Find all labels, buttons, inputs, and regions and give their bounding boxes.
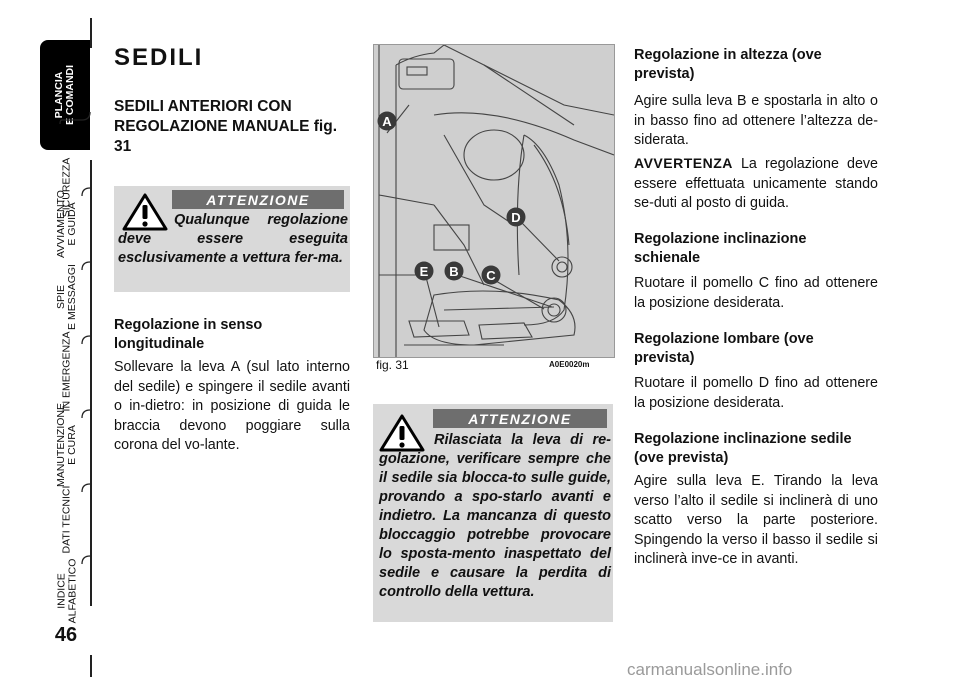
warning-box-1 (114, 186, 350, 292)
callout-b-label: B (449, 264, 459, 279)
tab-sicurezza[interactable]: SICUREZZA (60, 157, 73, 217)
chapter-sidebar (0, 0, 110, 692)
paragraph-inclinazione-sedile: Agire sulla leva E. Tirando la leva verso l’alto il sedile si inclinerà di uno scatto verso la parte posteriore. Spingendo la verso il basso il sedile si inclinerà inve-ce in avanti. (634, 473, 878, 567)
tab-plancia-e-comandi[interactable]: PLANCIA E COMANDI (40, 40, 90, 150)
tab-separator (60, 112, 90, 124)
tab-separator (82, 336, 90, 344)
subheading-longitudinale: Regolazione in senso longitudinale (114, 317, 263, 352)
subheading-altezza: Regolazione in altezza (ove prevista) (634, 47, 822, 82)
figure-code: A0E0020m (549, 360, 590, 369)
tab-manutenzione-e-cura[interactable]: MANUTENZIONE E CURA (55, 403, 78, 487)
paragraph-avvertenza: AVVERTENZA La regolazione deve essere effettuata unicamente stando se-duti al posto di guida. (634, 155, 878, 211)
warning-box-2 (373, 404, 613, 622)
seat-illustration (374, 45, 614, 357)
tab-separator (82, 484, 90, 492)
page-title: SEDILI (114, 44, 204, 71)
callout-c-label: C (486, 268, 496, 283)
subheading-schienale: Regolazione inclinazione schienale (634, 231, 807, 266)
paragraph-altezza: Agire sulla leva B e spostarla in alto o in basso fino ad ottenere l’altezza de-siderata. (634, 93, 878, 148)
figure-caption: fig. 31 (376, 358, 409, 372)
warning-text: Qualunque regolazione deve essere eseguita esclusivamente a vettura fer-ma. (118, 212, 348, 266)
tab-spie-e-messaggi[interactable]: SPIE E MESSAGGI (55, 264, 78, 330)
tab-separator (82, 188, 90, 196)
subheading-inclinazione-sedile: Regolazione inclinazione sedile (ove prevista) (634, 431, 852, 466)
tab-separators (0, 0, 110, 692)
subheading-lombare: Regolazione lombare (ove prevista) (634, 331, 814, 366)
warning-text: Rilasciata la leva di re-golazione, verificare sempre che il sedile sia blocca-to sulle guide, provando a spo-starlo avanti e indietro. La mancanza di questo bloccaggio potrebbe provocare lo sposta-mento inaspettato del sedile e causare la perdita di controllo della vettura. (379, 432, 611, 600)
tab-separator (82, 556, 90, 564)
paragraph-longitudinale: Sollevare la leva A (sul lato interno del sedile) e spingere il sedile avanti o in-dietro: in posizione di guida le braccia devono poggiare sulla corona del vo-lante. (114, 359, 350, 453)
warning-label: ATTENZIONE (172, 190, 344, 209)
avvertenza-label: AVVERTENZA (634, 155, 733, 171)
tab-indice-alfabetico[interactable]: INDICE ALFABETICO (55, 558, 78, 624)
callout-a-label: A (382, 114, 392, 129)
callout-d-label: D (511, 210, 521, 225)
watermark: carmanualsonline.info (627, 660, 793, 679)
warning-label: ATTENZIONE (433, 409, 607, 428)
paragraph-lombare: Ruotare il pomello D fino ad ottenere la posizione desiderata. (634, 375, 878, 411)
section-heading: SEDILI ANTERIORI CON REGOLAZIONE MANUALE fig. 31 (114, 98, 338, 155)
tab-separator (82, 262, 90, 270)
page-number: 46 (54, 624, 78, 646)
tab-in-emergenza[interactable]: IN EMERGENZA (60, 331, 73, 411)
tab-dati-tecnici[interactable]: DATI TECNICI (60, 485, 73, 553)
paragraph-schienale: Ruotare il pomello C fino ad ottenere la posizione desiderata. (634, 275, 878, 311)
tab-avviamento-e-guida[interactable]: AVVIAMENTO E GUIDA (55, 190, 79, 258)
seat-figure (373, 44, 615, 358)
callout-e-label: E (419, 264, 429, 279)
tab-separator (82, 410, 90, 418)
